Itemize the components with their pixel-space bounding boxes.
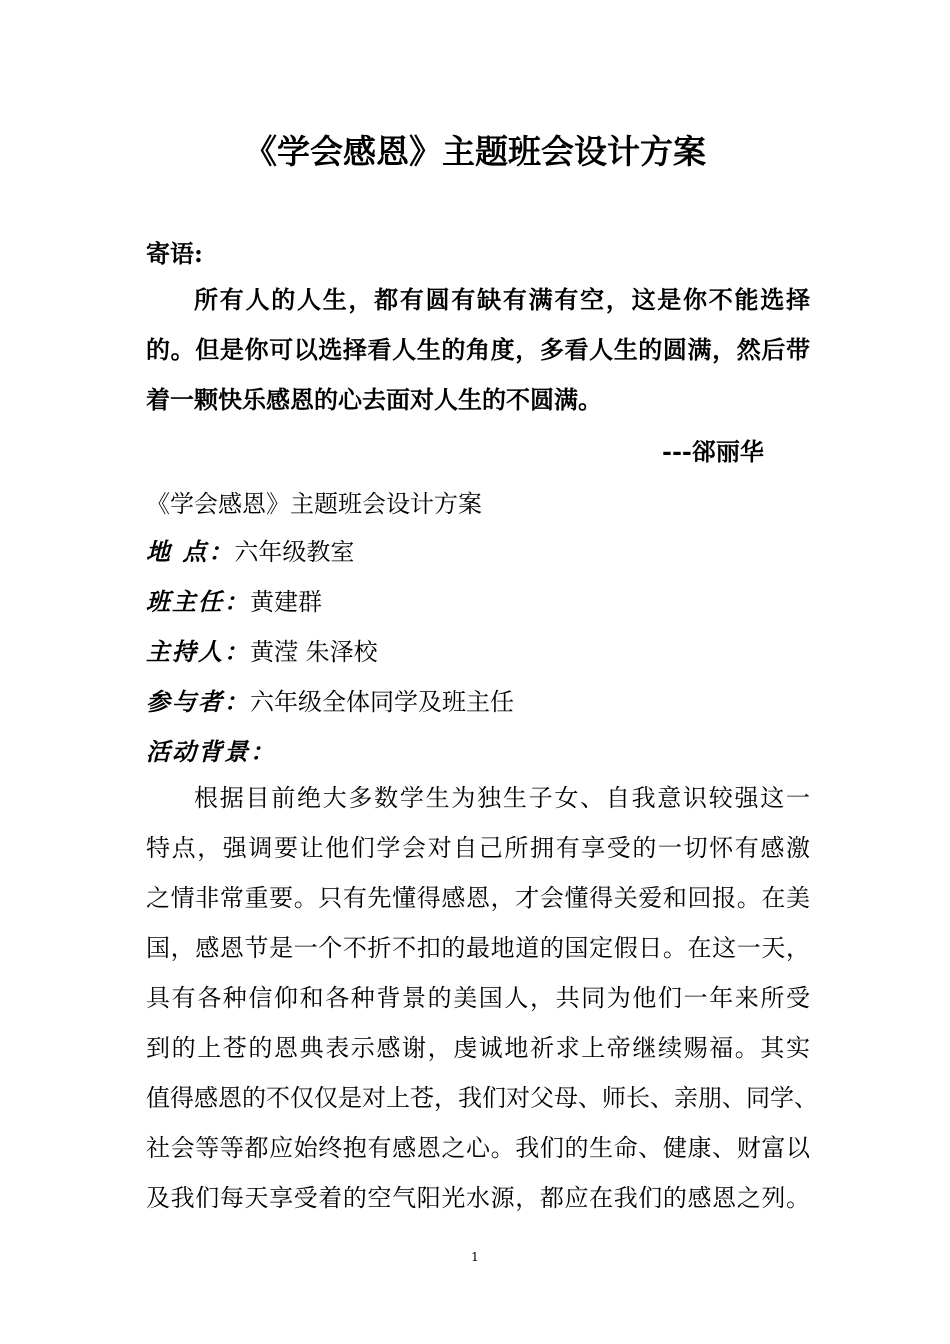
- background-paragraph: [146, 778, 818, 1228]
- field-teacher: [146, 582, 322, 617]
- motto-line: 的。但是你可以选择看人生的角度，多看人生的圆满，然后带: [146, 335, 810, 364]
- paragraph-line: 及我们每天享受着的空气阳光水源，都应在我们的感恩之列。: [146, 1184, 810, 1212]
- field-host-value: 黄滢 朱泽校: [250, 638, 378, 666]
- motto-line: 所有人的人生，都有圆有缺有满有空，这是你不能选择: [194, 285, 810, 314]
- motto-line: 着一颗快乐感恩的心去面对人生的不圆满。: [146, 385, 602, 414]
- field-location-value: 六年级教室: [234, 538, 355, 566]
- plan-subtitle: 《学会感恩》主题班会设计方案: [146, 490, 482, 518]
- paragraph-line: 之情非常重要。只有先懂得感恩，才会懂得关爱和回报。在美: [146, 884, 810, 912]
- page-number: 1: [471, 1250, 479, 1264]
- field-location-label: 地 点：: [146, 537, 235, 566]
- field-host-label: 主持人：: [146, 637, 250, 666]
- paragraph-line: 根据目前绝大多数学生为独生子女、自我意识较强这一: [194, 784, 810, 812]
- field-participants-label: 参与者：: [146, 687, 250, 716]
- document-title: 《学会感恩》主题班会设计方案: [244, 132, 706, 171]
- motto-label: 寄语:: [146, 239, 203, 268]
- field-teacher-value: 黄建群: [250, 588, 322, 616]
- field-teacher-label: 班主任：: [146, 587, 250, 616]
- paragraph-line: 具有各种信仰和各种背景的美国人，共同为他们一年来所受: [146, 984, 810, 1012]
- field-participants-value: 六年级全体同学及班主任: [250, 688, 514, 716]
- field-location: [146, 532, 354, 567]
- field-background-label: 活动背景：: [146, 737, 276, 766]
- paragraph-line: 值得感恩的不仅仅是对上苍，我们对父母、师长、亲朋、同学、: [146, 1084, 818, 1112]
- field-background: [146, 732, 276, 767]
- paragraph-line: 特点，强调要让他们学会对自己所拥有享受的一切怀有感激: [146, 834, 810, 862]
- paragraph-line: 社会等等都应始终抱有感恩之心。我们的生命、健康、财富以: [146, 1134, 810, 1162]
- motto-body: [146, 280, 810, 430]
- field-host: [146, 632, 378, 667]
- paragraph-line: 国，感恩节是一个不折不扣的最地道的国定假日。在这一天，: [146, 934, 810, 962]
- paragraph-line: 到的上苍的恩典表示感谢，虔诚地祈求上帝继续赐福。其实: [146, 1034, 810, 1062]
- motto-signature: ---郤丽华: [662, 437, 764, 466]
- field-participants: [146, 682, 514, 717]
